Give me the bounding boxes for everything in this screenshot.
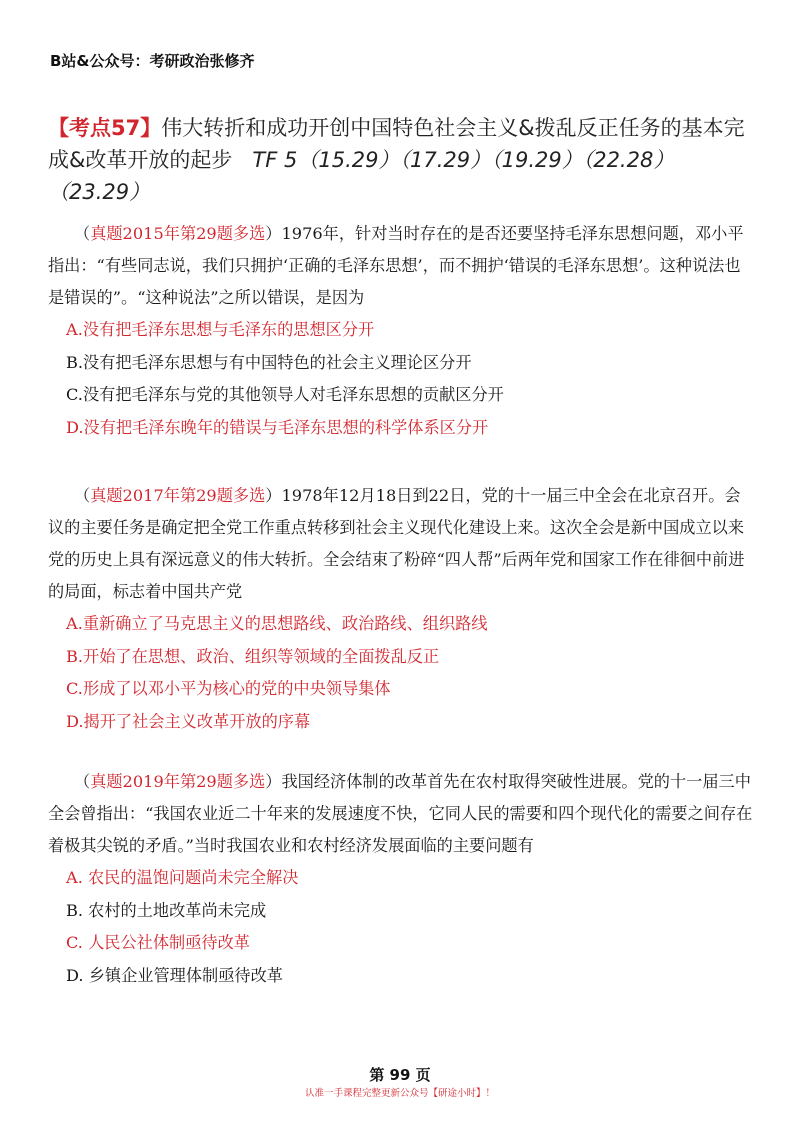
question-stem xyxy=(48,766,753,862)
option-d: D. 乡镇企业管理体制亟待改革 xyxy=(66,965,283,985)
page-number: 第 99 页 xyxy=(369,1066,431,1084)
option-c: C. 人民公社体制亟待改革 xyxy=(66,933,250,952)
question-1 xyxy=(48,218,753,444)
option-a: A.没有把毛泽东思想与毛泽东的思想区分开 xyxy=(66,320,375,339)
question-2 xyxy=(48,480,753,738)
question-source: 真题2015年第29题多选 xyxy=(90,224,266,243)
section-title xyxy=(48,112,748,208)
paren-open: （ xyxy=(74,224,91,243)
option-a: A.重新确立了马克思主义的思想路线、政治路线、组织路线 xyxy=(66,614,488,633)
option-a: A. 农民的温饱问题尚未完全解决 xyxy=(66,868,299,887)
topic-frequency: TF 5 xyxy=(252,148,298,172)
option-b: B.开始了在思想、政治、组织等领域的全面拨乱反正 xyxy=(66,646,440,666)
paren-open: （ xyxy=(74,772,91,791)
question-text: ）1976年，针对当时存在的是否还要坚持毛泽东思想问题，邓小平指出：“有些同志说，我们只拥护‘正确的毛泽东思想’，而不拥护‘错误的毛泽东思想’。这种说法也是错误的”。“这种说法”之所以错误，是因为 xyxy=(48,224,744,307)
page-header: B站&公众号：考研政治张修齐 xyxy=(50,52,255,70)
question-source: 真题2019年第29题多选 xyxy=(90,772,266,791)
question-source: 真题2017年第29题多选 xyxy=(90,486,266,505)
option-d: D.揭开了社会主义改革开放的序幕 xyxy=(66,711,311,731)
option-c: C.没有把毛泽东与党的其他领导人对毛泽东思想的贡献区分开 xyxy=(66,385,504,404)
option-c: C.形成了以邓小平为核心的党的中央领导集体 xyxy=(66,679,391,698)
question-stem xyxy=(48,480,753,608)
option-d: D.没有把毛泽东晚年的错误与毛泽东思想的科学体系区分开 xyxy=(66,417,489,437)
question-text: ）1978年12月18日到22日，党的十一届三中全会在北京召开。会议的主要任务是确定把全党工作重点转移到社会主义现代化建设上来。这次全会是新中国成立以来党的历史上具有深远意义的伟大转折。全会结束了粉碎“四人帮”后两年党和国家工作在徘徊中前进的局面，标志着中国共产党 xyxy=(48,486,745,601)
question-stem xyxy=(48,218,753,314)
question-3 xyxy=(48,766,753,992)
paren-open: （ xyxy=(74,486,91,505)
option-b: B. 农村的土地改革尚未完成 xyxy=(66,900,267,920)
topic-years: （15.29）（17.29）（19.29）（22.28）（23.29） xyxy=(48,148,675,204)
footer-note: 认准一手课程完整更新公众号【研途小时】！ xyxy=(304,1088,495,1099)
topic-tag: 【考点57】 xyxy=(48,116,162,140)
option-b: B.没有把毛泽东思想与有中国特色的社会主义理论区分开 xyxy=(66,352,472,372)
question-text: ）我国经济体制的改革首先在农村取得突破性进展。党的十一届三中全会曾指出：“我国农业近二十年来的发展速度不快，它同人民的需要和四个现代化的需要之间存在着极其尖锐的矛盾。”当时我国农业和农村经济发展面临的主要问题有 xyxy=(48,772,753,855)
topic-title: 伟大转折和成功开创中国特色社会主义&拨乱反正任务的基本完成&改革开放的起步 xyxy=(48,116,745,172)
